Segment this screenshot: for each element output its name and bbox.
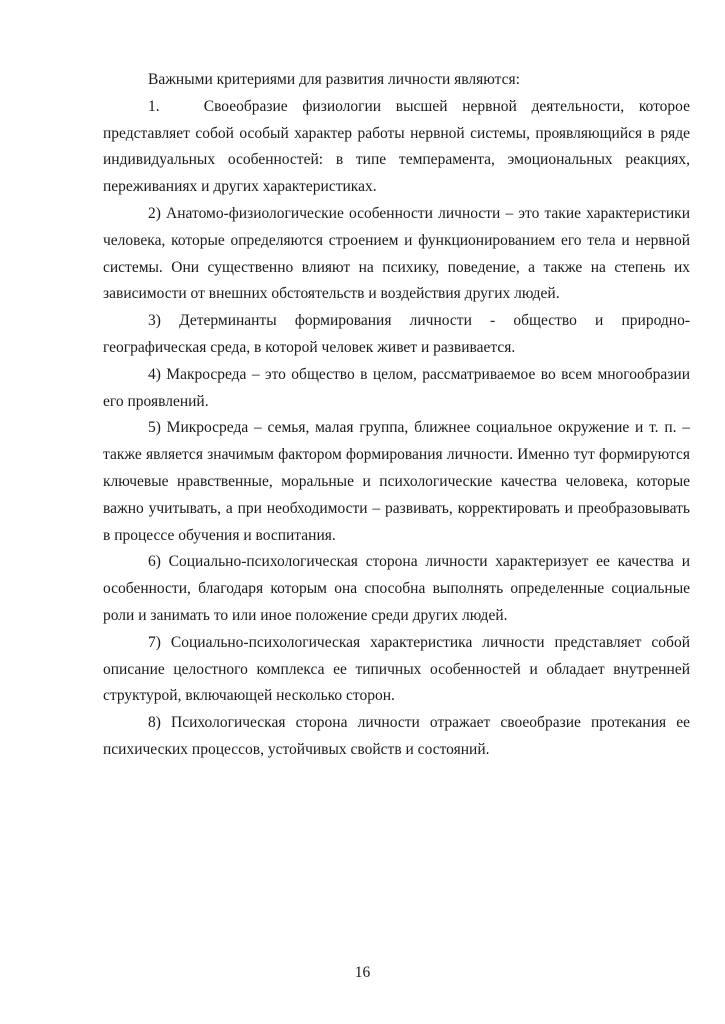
intro-paragraph: Важными критериями для развития личности являются: [148, 71, 520, 88]
paragraph-7: 7) Социально-психологическая характеристика личности представляет собой описание целостного комплекса ее типичных особенностей и обладает внутренней структурой, включающей несколько сторон. [103, 633, 690, 705]
paragraph-6: 6) Социально-психологическая сторона личности характеризует ее качества и особенности, благодаря которым она способна выполнять определенные социальные роли и занимать то или иное положение среди других людей. [103, 553, 690, 624]
paragraph-4: 4) Макросреда – это общество в целом, рассматриваемое во всем многообразии его проявлений. [103, 365, 690, 410]
paragraph-1: 1. Своеобразие физиологии высшей нервной деятельности, которое представляет собой особый характер работы нервной системы, проявляющийся в ряде индивидуальных особенностей: в типе темперамента, эмоциональных реакциях, переживаниях и других характеристиках. [103, 97, 694, 196]
paragraph-3: 3) Детерминанты формирования личности - общество и природно-географическая среда, в которой человек живет и развивается. [103, 312, 690, 356]
page-number: 16 [354, 964, 371, 981]
paragraph-2: 2) Анатомо-физиологические особенности личности – это такие характеристики человека, которые определяются строением и функционированием его тела и нервной системы. Они существенно влияют на психику, поведение, а также на степень их зависимости от внешних обстоятельств и воздействия других людей. [103, 204, 690, 303]
paragraph-8: 8) Психологическая сторона личности отражает своеобразие протекания ее психических процессов, устойчивых свойств и состояний. [103, 714, 690, 758]
body-text [103, 67, 694, 764]
paragraph-5: 5) Микросреда – семья, малая группа, ближнее социальное окружение и т. п. – также является значимым фактором формирования личности. Именно тут формируются ключевые нравственные, моральные и психологические качества человека, которые важно учитывать, а при необходимости – развивать, корректировать и преобразовывать в процессе обучения и воспитания. [103, 419, 690, 544]
